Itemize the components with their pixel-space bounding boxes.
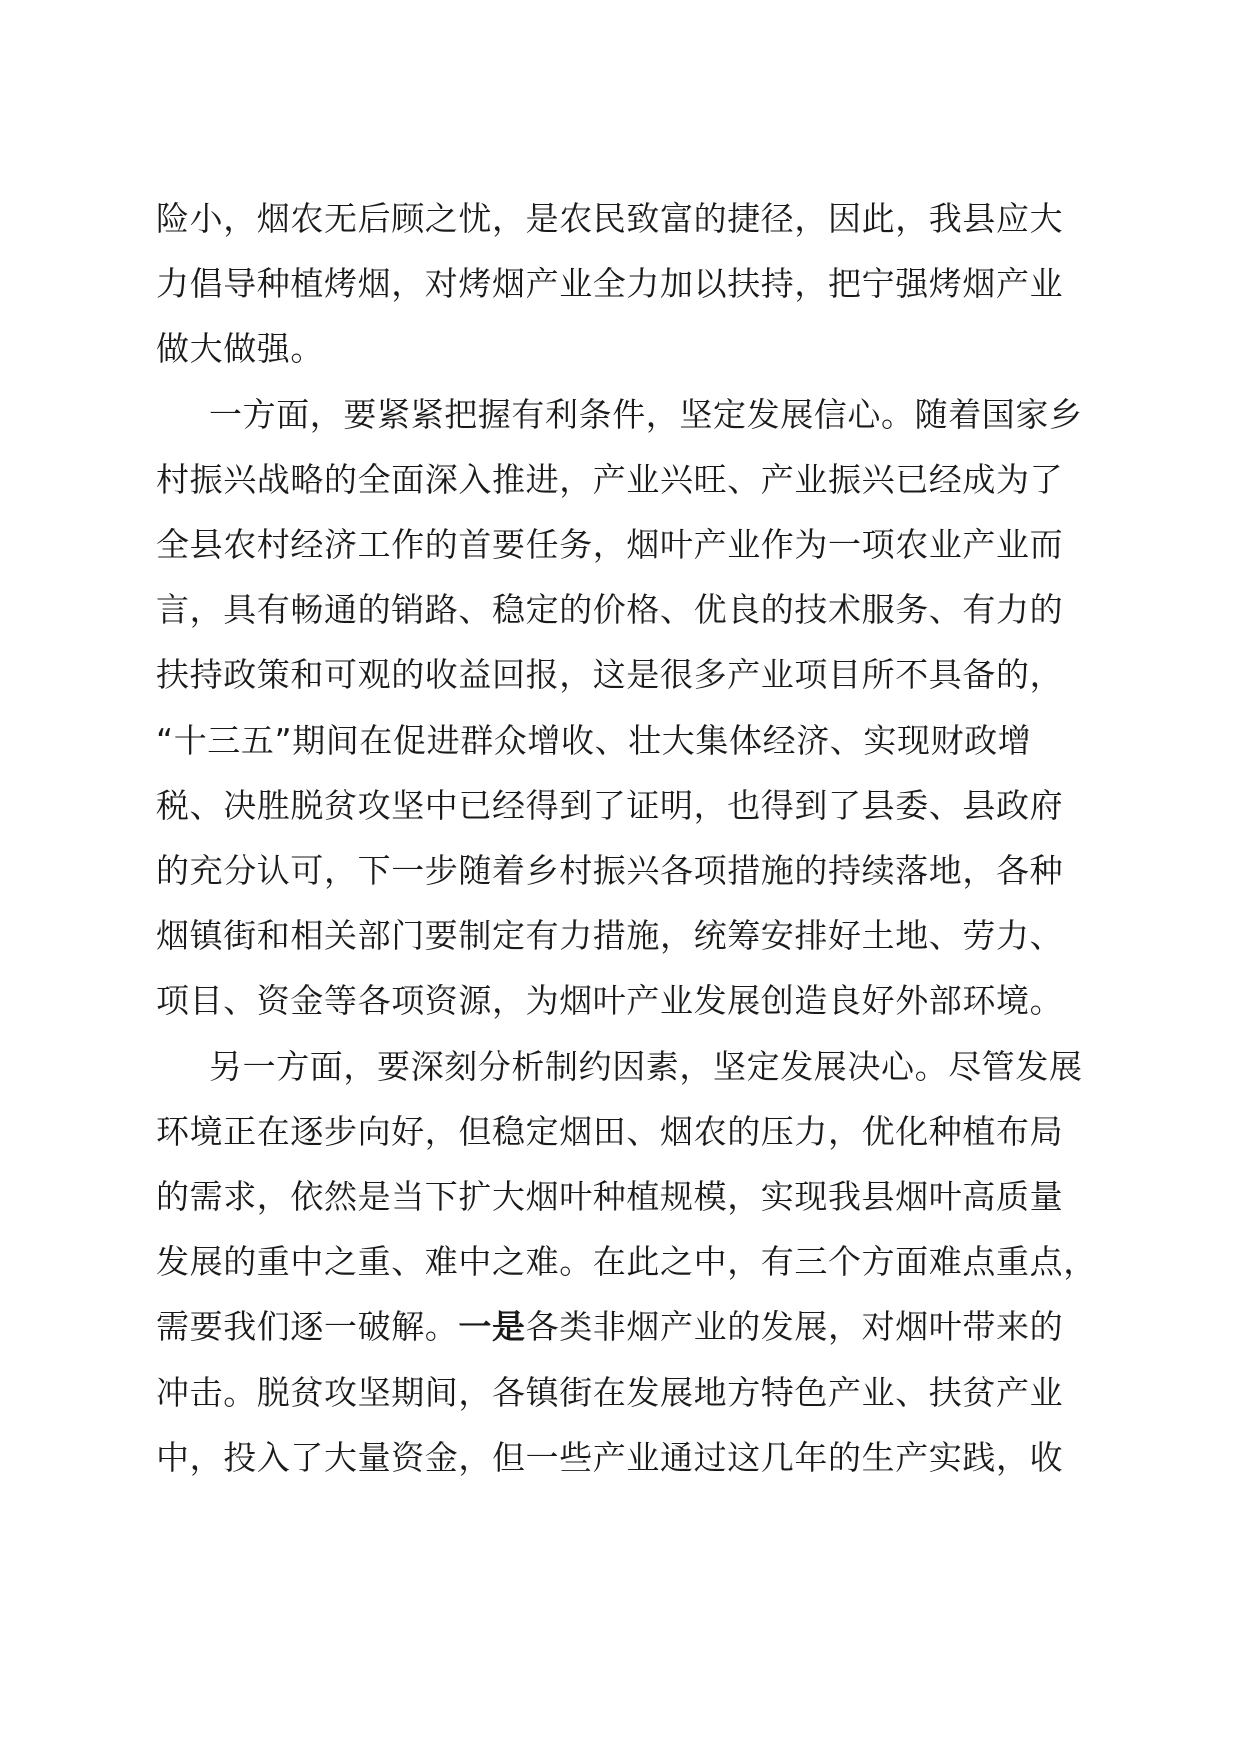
paragraph-2 <box>156 382 1100 1034</box>
text-line: 环境正在逐步向好，但稳定烟田、烟农的压力，优化种植布局 <box>156 1111 1064 1151</box>
text-line: 税、决胜脱贫攻坚中已经得到了证明，也得到了县委、县政府 <box>156 785 1064 825</box>
paragraph-3 <box>156 1034 1100 1490</box>
text-line: 全县农村经济工作的首要任务，烟叶产业作为一项农业产业而 <box>156 525 1064 565</box>
text-line: 言，具有畅通的销路、稳定的价格、优良的技术服务、有力的 <box>156 590 1064 630</box>
text-line: 中，投入了大量资金，但一些产业通过这几年的生产实践，收 <box>156 1437 1064 1477</box>
text-line: “十三五”期间在促进群众增收、壮大集体经济、实现财政增 <box>156 720 1032 760</box>
paragraph-1 <box>156 186 1100 382</box>
text-line: 做大做强。 <box>156 329 324 369</box>
text-line: 险小，烟农无后顾之忧，是农民致富的捷径，因此，我县应大 <box>156 199 1064 238</box>
text-line: 村振兴战略的全面深入推进，产业兴旺、产业振兴已经成为了 <box>156 459 1064 499</box>
emphasis-text: 一是 <box>458 1307 526 1347</box>
text-line: 项目、资金等各项资源，为烟叶产业发展创造良好外部环境。 <box>156 981 1064 1021</box>
text-line: 扶持政策和可观的收益回报，这是很多产业项目所不具备的， <box>156 655 1064 695</box>
text-line: 的充分认可，下一步随着乡村振兴各项措施的持续落地，各种 <box>156 851 1064 891</box>
text-line: 烟镇街和相关部门要制定有力措施，统筹安排好土地、劳力、 <box>156 916 1064 956</box>
text-line: 力倡导种植烤烟，对烤烟产业全力加以扶持，把宁强烤烟产业 <box>156 264 1064 304</box>
text-line: 冲击。脱贫攻坚期间，各镇街在发展地方特色产业、扶贫产业 <box>156 1372 1064 1412</box>
line-suffix: 各类非烟产业的发展，对烟叶带来的 <box>525 1307 1064 1347</box>
line-prefix: 需要我们逐一破解。 <box>156 1307 459 1347</box>
text-line-with-emphasis <box>156 1294 1100 1359</box>
text-line: 一方面，要紧紧把握有利条件，坚定发展信心。随着国家乡 <box>209 394 1083 434</box>
text-line: 另一方面，要深刻分析制约因素，坚定发展决心。尽管发展 <box>209 1046 1083 1086</box>
text-line: 的需求，依然是当下扩大烟叶种植规模，实现我县烟叶高质量 <box>156 1177 1064 1217</box>
text-line: 发展的重中之重、难中之难。在此之中，有三个方面难点重点， <box>156 1242 1097 1282</box>
document-body <box>156 186 1100 1490</box>
